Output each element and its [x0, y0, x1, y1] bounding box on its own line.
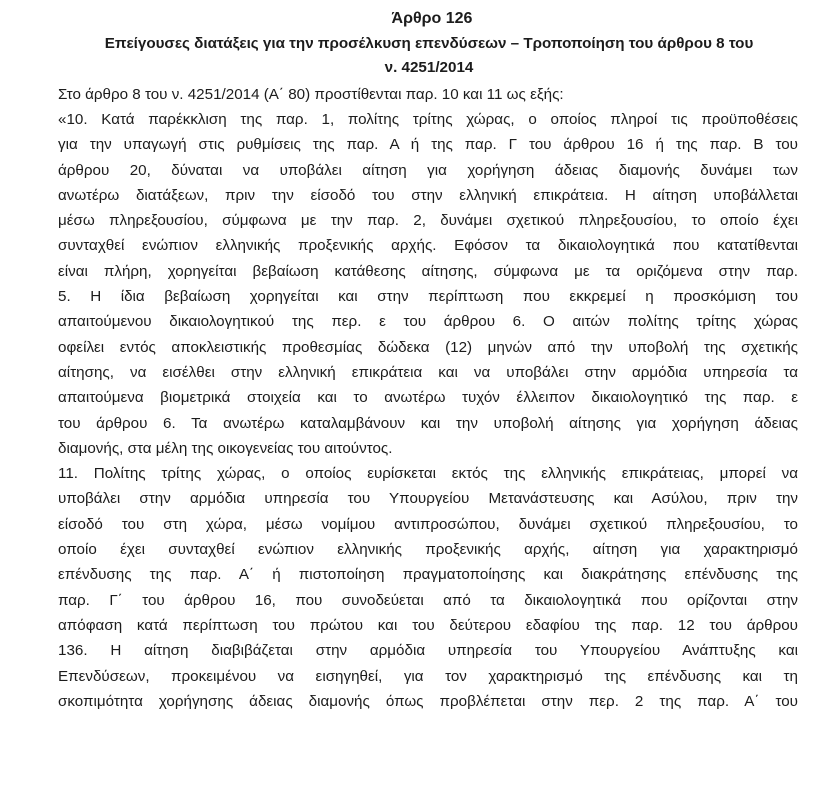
- paragraph-10-line: 5. Η ίδια βεβαίωση χορηγείται και στην περίπτωση που εκκρεμεί η προσκόμιση του: [58, 288, 798, 306]
- paragraph-11-line: σκοπιμότητα χορήγησης άδειας διαμονής όπως προβλέπεται στην περ. 2 της παρ. Α΄ του: [58, 692, 798, 710]
- paragraph-10-line: άρθρου 20, δύναται να υποβάλει αίτηση για χορήγηση άδειας διαμονής δυνάμει των: [58, 161, 798, 179]
- paragraph-10-line: «10. Κατά παρέκκλιση της παρ. 1, πολίτης τρίτης χώρας, ο οποίος πληροί τις προϋποθέσεις: [58, 111, 798, 128]
- article-title-line-2: ν. 4251/2014: [384, 59, 474, 76]
- paragraph-10-line: του άρθρου 6. Τα ανωτέρω καταλαμβάνουν και την υποβολή αίτησης για χορήγηση άδειας: [58, 414, 798, 432]
- paragraph-10-line: οφείλει εντός αποκλειστικής προθεσμίας δώδεκα (12) μηνών από την υποβολή της σχετικής: [58, 338, 798, 356]
- paragraph-10-line: απαιτούμενα βιομετρικά στοιχεία και το ανωτέρω τυχόν έλλειπον δικαιολογητικό της παρ. ε: [58, 389, 798, 407]
- paragraph-10-line: διαμονής, στα μέλη της οικογενείας του αιτούντος.: [58, 439, 393, 457]
- paragraph-11-line: παρ. Γ΄ του άρθρου 16, που συνοδεύεται από τα δικαιολογητικά που ορίζονται στην: [58, 591, 798, 609]
- paragraph-10-line: είναι πλήρη, χορηγείται βεβαίωση κατάθεσης αίτησης, σύμφωνα με τα οριζόμενα στην παρ.: [58, 262, 798, 280]
- intro-sentence: Στο άρθρο 8 του ν. 4251/2014 (Α΄ 80) προστίθενται παρ. 10 και 11 ως εξής:: [58, 86, 564, 103]
- paragraph-11-line: οποίο έχει συνταχθεί ενώπιον ελληνικής προξενικής αρχής, αίτηση για χαρακτηρισμό: [58, 541, 798, 559]
- paragraph-11-line: είσοδό του στη χώρα, μέσω νομίμου αντιπροσώπου, δυνάμει σχετικού πληρεξουσίου, το: [58, 515, 798, 533]
- article-number: Άρθρο 126: [391, 10, 473, 27]
- paragraph-10-line: απαιτούμενου δικαιολογητικού της περ. ε του άρθρου 6. Ο αιτών πολίτης τρίτης χώρας: [58, 313, 798, 331]
- paragraph-11-line: υποβάλει στην αρμόδια υπηρεσία του Υπουργείου Μετανάστευσης και Ασύλου, πριν την: [58, 490, 798, 508]
- paragraph-11-line: 11. Πολίτης τρίτης χώρας, ο οποίος ευρίσκεται εκτός της ελληνικής επικράτειας, μπορεί να: [58, 465, 798, 483]
- paragraph-10-line: μέσω πληρεξουσίου, σύμφωνα με την παρ. 2, δυνάμει σχετικού πληρεξουσίου, το οποίο έχει: [58, 212, 798, 230]
- paragraph-11-line: Επενδύσεων, προκειμένου να εισηγηθεί, για τον χαρακτηρισμό της επένδυσης και τη: [58, 667, 798, 685]
- paragraph-11-line: επένδυσης της παρ. Α΄ ή πιστοποίηση πραγματοποίησης και διακράτησης επένδυσης της: [58, 566, 798, 584]
- paragraph-11-line: απόφαση κατά περίπτωση του πρώτου και του δεύτερου εδαφίου της παρ. 12 του άρθρου: [58, 616, 798, 634]
- paragraph-10-line: αίτησης, να εισέλθει στην ελληνική επικράτεια και να υποβάλει στην αρμόδια υπηρεσία τα: [58, 363, 798, 381]
- paragraph-10-line: για την υπαγωγή στις ρυθμίσεις της παρ. Α ή της παρ. Γ του άρθρου 16 ή της παρ. Β του: [58, 136, 798, 154]
- paragraph-10-line: ανωτέρω διατάξεων, πριν την είσοδό του στην ελληνική επικράτεια. Η αίτηση υποβάλλεται: [58, 186, 798, 204]
- paragraph-10-line: συνταχθεί ενώπιον ελληνικής προξενικής αρχής. Εφόσον τα δικαιολογητικά που κατατίθενται: [58, 237, 798, 255]
- paragraph-10: [58, 107, 798, 461]
- paragraph-11: [58, 461, 798, 714]
- paragraph-11-line: 136. Η αίτηση διαβιβάζεται στην αρμόδια υπηρεσία του Υπουργείου Ανάπτυξης και: [58, 642, 798, 660]
- article-title-line-1: Επείγουσες διατάξεις για την προσέλκυση επενδύσεων – Τροποποίηση του άρθρου 8 του: [104, 35, 754, 52]
